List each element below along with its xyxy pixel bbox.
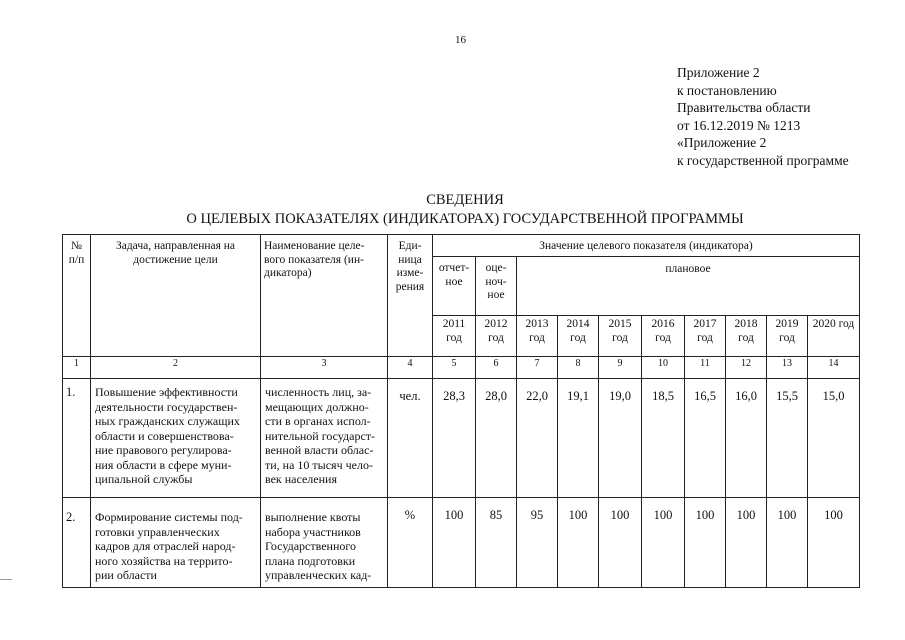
- column-number: 7: [517, 357, 558, 379]
- row-task: Формирование системы под- готовки управленческих кадров для отраслей народ- ного хозяйства на террито- рии области: [91, 498, 261, 588]
- row-value: 16,0: [726, 379, 767, 498]
- header-estimated: оце- ноч- ное: [476, 257, 517, 316]
- year-cell: 2012 год: [476, 316, 517, 357]
- column-number: 2: [91, 357, 261, 379]
- row-task: Повышение эффективности деятельности государствен- ных гражданских служащих области и совершенствова- ние правового регулирова- ния области в сфере муни- ципальной службы: [91, 379, 261, 498]
- header-num: № п/п: [63, 235, 91, 357]
- row-value: 100: [685, 498, 726, 588]
- year-cell: 2015 год: [599, 316, 642, 357]
- document-title: СВЕДЕНИЯ: [426, 192, 504, 208]
- row-value: 100: [433, 498, 476, 588]
- column-number: 13: [767, 357, 808, 379]
- row-value: 100: [558, 498, 599, 588]
- row-value: 16,5: [685, 379, 726, 498]
- row-value: 15,5: [767, 379, 808, 498]
- row-value: 100: [642, 498, 685, 588]
- row-unit: %: [388, 498, 433, 588]
- year-cell: 2017 год: [685, 316, 726, 357]
- row-number: 2.: [63, 498, 91, 588]
- header-unit: Еди- ница изме- рения: [388, 235, 433, 357]
- appendix-line: к постановлению: [677, 82, 777, 98]
- margin-tick: [0, 579, 12, 580]
- page-number: 16: [455, 34, 466, 46]
- row-value: 28,3: [433, 379, 476, 498]
- column-number: 11: [685, 357, 726, 379]
- column-number: 8: [558, 357, 599, 379]
- appendix-line: «Приложение 2: [677, 135, 767, 150]
- year-cell: 2011 год: [433, 316, 476, 357]
- column-number-row: [63, 357, 860, 379]
- row-value: 100: [726, 498, 767, 588]
- column-number: 4: [388, 357, 433, 379]
- header-value-group: Значение целевого показателя (индикатора): [433, 235, 860, 257]
- table-row: [63, 498, 860, 588]
- document-subtitle: О ЦЕЛЕВЫХ ПОКАЗАТЕЛЯХ (ИНДИКАТОРАХ) ГОСУДАРСТВЕННОЙ ПРОГРАММЫ: [186, 211, 744, 227]
- header-task: Задача, направленная на достижение цели: [91, 235, 261, 357]
- appendix-line: от 16.12.2019 № 1213: [677, 117, 801, 133]
- header-indicator: Наименование целе- вого показателя (ин- дикатора): [261, 235, 388, 357]
- indicators-table: [62, 234, 860, 588]
- year-cell: 2013 год: [517, 316, 558, 357]
- row-indicator: выполнение квоты набора участников Государственного плана подготовки управленческих кад-: [261, 498, 388, 588]
- year-cell: 2014 год: [558, 316, 599, 357]
- row-value: 22,0: [517, 379, 558, 498]
- row-value: 18,5: [642, 379, 685, 498]
- appendix-line: Приложение 2: [677, 65, 760, 80]
- row-value: 85: [476, 498, 517, 588]
- year-cell: 2020 год: [808, 316, 860, 357]
- row-value: 19,1: [558, 379, 599, 498]
- column-number: 6: [476, 357, 517, 379]
- appendix-note: [677, 64, 849, 169]
- column-number: 9: [599, 357, 642, 379]
- row-value: 100: [599, 498, 642, 588]
- row-indicator: численность лиц, за- мещающих должно- сти в органах испол- нительной государст- венной власти облас- ти, на 10 тысяч чело- век населения: [261, 379, 388, 498]
- header-reported: отчет- ное: [433, 257, 476, 316]
- table-row: [63, 379, 860, 498]
- column-number: 10: [642, 357, 685, 379]
- row-value: 28,0: [476, 379, 517, 498]
- year-cell: 2019 год: [767, 316, 808, 357]
- row-unit: чел.: [388, 379, 433, 498]
- row-value: 100: [767, 498, 808, 588]
- appendix-line: к государственной программе: [677, 152, 849, 168]
- column-number: 1: [63, 357, 91, 379]
- row-number: 1.: [63, 379, 91, 498]
- row-value: 100: [808, 498, 860, 588]
- year-cell: 2018 год: [726, 316, 767, 357]
- row-value: 19,0: [599, 379, 642, 498]
- appendix-line: Правительства области: [677, 100, 811, 115]
- column-number: 3: [261, 357, 388, 379]
- header-row: [63, 235, 860, 257]
- column-number: 5: [433, 357, 476, 379]
- column-number: 12: [726, 357, 767, 379]
- column-number: 14: [808, 357, 860, 379]
- year-cell: 2016 год: [642, 316, 685, 357]
- row-value: 15,0: [808, 379, 860, 498]
- header-planned: плановое: [517, 257, 860, 316]
- row-value: 95: [517, 498, 558, 588]
